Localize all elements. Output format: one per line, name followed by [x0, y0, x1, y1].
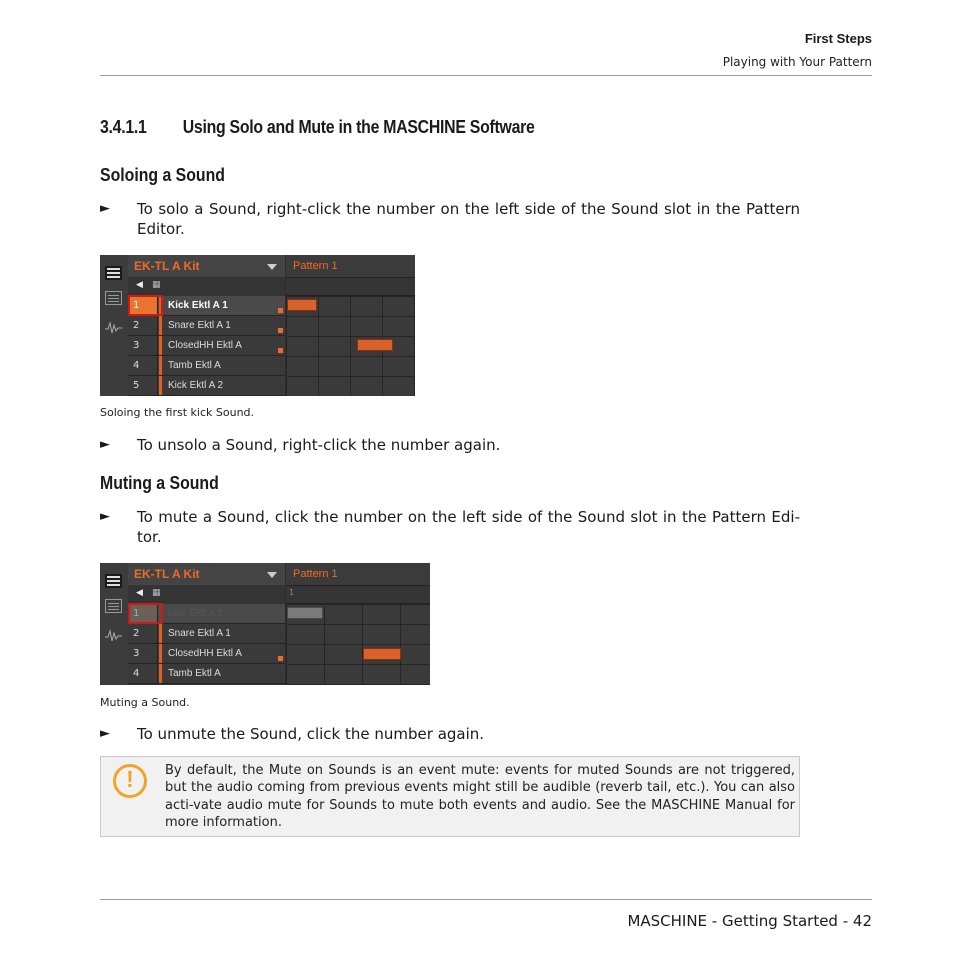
- mixer-icon[interactable]: [105, 598, 122, 612]
- note-event[interactable]: [357, 339, 393, 351]
- browser-list-icon[interactable]: [105, 573, 122, 587]
- unmute-instruction: [100, 724, 800, 744]
- mute-screenshot: [100, 563, 430, 685]
- mute-instruction-text: To mute a Sound, click the number on the left side of the Sound slot in the Pattern Edi-tor.: [137, 508, 800, 546]
- sound-slot[interactable]: [128, 644, 285, 664]
- highlight-box: [128, 295, 163, 316]
- pattern-header[interactable]: [286, 563, 430, 586]
- bullet-arrow-icon: ►: [100, 726, 110, 741]
- timeline-ruler[interactable]: [286, 586, 430, 604]
- waveform-icon[interactable]: [105, 628, 122, 642]
- sound-slot-name: Kick Ektl A 1: [168, 608, 224, 619]
- sound-slot[interactable]: [128, 316, 285, 336]
- mute-instruction: [100, 507, 800, 547]
- header-divider: [100, 75, 872, 76]
- left-toolbar: [100, 255, 129, 396]
- sound-slot-number[interactable]: 2: [128, 624, 158, 643]
- waveform-icon[interactable]: [105, 320, 122, 334]
- level-indicator: [278, 656, 283, 661]
- sound-slot-name: Tamb Ektl A: [168, 360, 221, 371]
- unsolo-instruction: [100, 435, 800, 455]
- kit-header[interactable]: [128, 563, 285, 585]
- note-text: By default, the Mute on Sounds is an event mute: events for muted Sounds are not triggered, but the audio coming from previous events might still be audible (reverb tail, etc.). You can also acti-vate audio mute for Sounds to mute both events and audio. See the MASCHINE Manual for more information.: [165, 763, 795, 830]
- sound-slot-name: Snare Ektl A 1: [168, 628, 231, 639]
- solo-instruction: [100, 199, 800, 239]
- sound-slot[interactable]: [128, 336, 285, 356]
- sound-slot-name: ClosedHH Ektl A: [168, 340, 242, 351]
- running-header-title: First Steps: [804, 31, 872, 46]
- solo-instruction-text: To solo a Sound, right-click the number on the left side of the Sound slot in the Pattern Editor.: [137, 200, 800, 238]
- solo-heading: Soloing a Sound: [100, 165, 225, 185]
- sound-list-panel: [128, 255, 285, 396]
- note-event[interactable]: [363, 648, 401, 660]
- warning-exclamation-icon: !: [113, 764, 147, 798]
- step-grid[interactable]: [286, 296, 415, 396]
- sound-slot-number[interactable]: 2: [128, 316, 158, 335]
- sound-slot-name: Snare Ektl A 1: [168, 320, 231, 331]
- pattern-header[interactable]: [286, 255, 415, 278]
- pattern-editor[interactable]: [286, 563, 430, 685]
- kit-name: EK-TL A Kit: [134, 567, 200, 581]
- level-indicator: [278, 348, 283, 353]
- level-indicator: [278, 308, 283, 313]
- kit-header[interactable]: [128, 255, 285, 277]
- speaker-icon[interactable]: ◀: [136, 588, 143, 598]
- note-event[interactable]: [287, 607, 323, 619]
- bullet-arrow-icon: ►: [100, 201, 110, 216]
- pattern-editor[interactable]: [286, 255, 415, 396]
- running-header-subtitle: Playing with Your Pattern: [722, 55, 872, 69]
- sound-slot-name: Kick Ektl A 2: [168, 380, 224, 391]
- chevron-down-icon[interactable]: [267, 264, 277, 270]
- section-number: 3.4.1.1: [100, 117, 147, 137]
- chevron-down-icon[interactable]: [267, 572, 277, 578]
- unmute-instruction-text: To unmute the Sound, click the number again.: [137, 725, 485, 743]
- pattern-name: Pattern 1: [293, 260, 338, 272]
- sound-slot-name: Tamb Ektl A: [168, 668, 221, 679]
- sound-slot-number[interactable]: 3: [128, 644, 158, 663]
- bullet-arrow-icon: ►: [100, 509, 110, 524]
- note-event[interactable]: [287, 299, 317, 311]
- mute-heading: Muting a Sound: [100, 473, 219, 493]
- sound-slot[interactable]: [128, 356, 285, 376]
- unsolo-instruction-text: To unsolo a Sound, right-click the number again.: [137, 436, 501, 454]
- mixer-icon[interactable]: [105, 290, 122, 304]
- footer-divider: [100, 899, 872, 900]
- bullet-arrow-icon: ►: [100, 437, 110, 452]
- section-title: Using Solo and Mute in the MASCHINE Software: [182, 117, 535, 137]
- note-box: [100, 756, 800, 837]
- section-heading: [100, 117, 535, 138]
- sound-slot-name: ClosedHH Ektl A: [168, 648, 242, 659]
- left-toolbar: [100, 563, 129, 685]
- level-indicator: [278, 328, 283, 333]
- pad-grid-icon[interactable]: ▦: [152, 588, 161, 598]
- pad-grid-icon[interactable]: ▦: [152, 280, 161, 290]
- sound-slot-number[interactable]: 3: [128, 336, 158, 355]
- sound-slot-number[interactable]: 1: [128, 296, 158, 315]
- solo-figure-caption: Soloing the first kick Sound.: [100, 406, 255, 419]
- sound-slot-number[interactable]: 5: [128, 376, 158, 395]
- sound-list-panel: [128, 563, 285, 685]
- ruler-tick-label: 1: [289, 588, 295, 597]
- speaker-icon[interactable]: ◀: [136, 280, 143, 290]
- solo-screenshot: [100, 255, 415, 396]
- sound-slot-number[interactable]: 4: [128, 356, 158, 375]
- kit-name: EK-TL A Kit: [134, 259, 200, 273]
- sound-slot-number[interactable]: 4: [128, 664, 158, 683]
- sound-slot[interactable]: [128, 664, 285, 684]
- highlight-box: [128, 603, 163, 624]
- mute-figure-caption: Muting a Sound.: [100, 696, 190, 709]
- sound-slot-name: Kick Ektl A 1: [168, 300, 228, 311]
- sound-slot[interactable]: [128, 376, 285, 396]
- pattern-name: Pattern 1: [293, 568, 338, 580]
- browser-list-icon[interactable]: [105, 265, 122, 279]
- sound-slot[interactable]: [128, 624, 285, 644]
- footer-page-label: MASCHINE - Getting Started - 42: [627, 912, 872, 930]
- sound-slot-number[interactable]: 1: [128, 604, 158, 623]
- timeline-ruler[interactable]: [286, 278, 415, 296]
